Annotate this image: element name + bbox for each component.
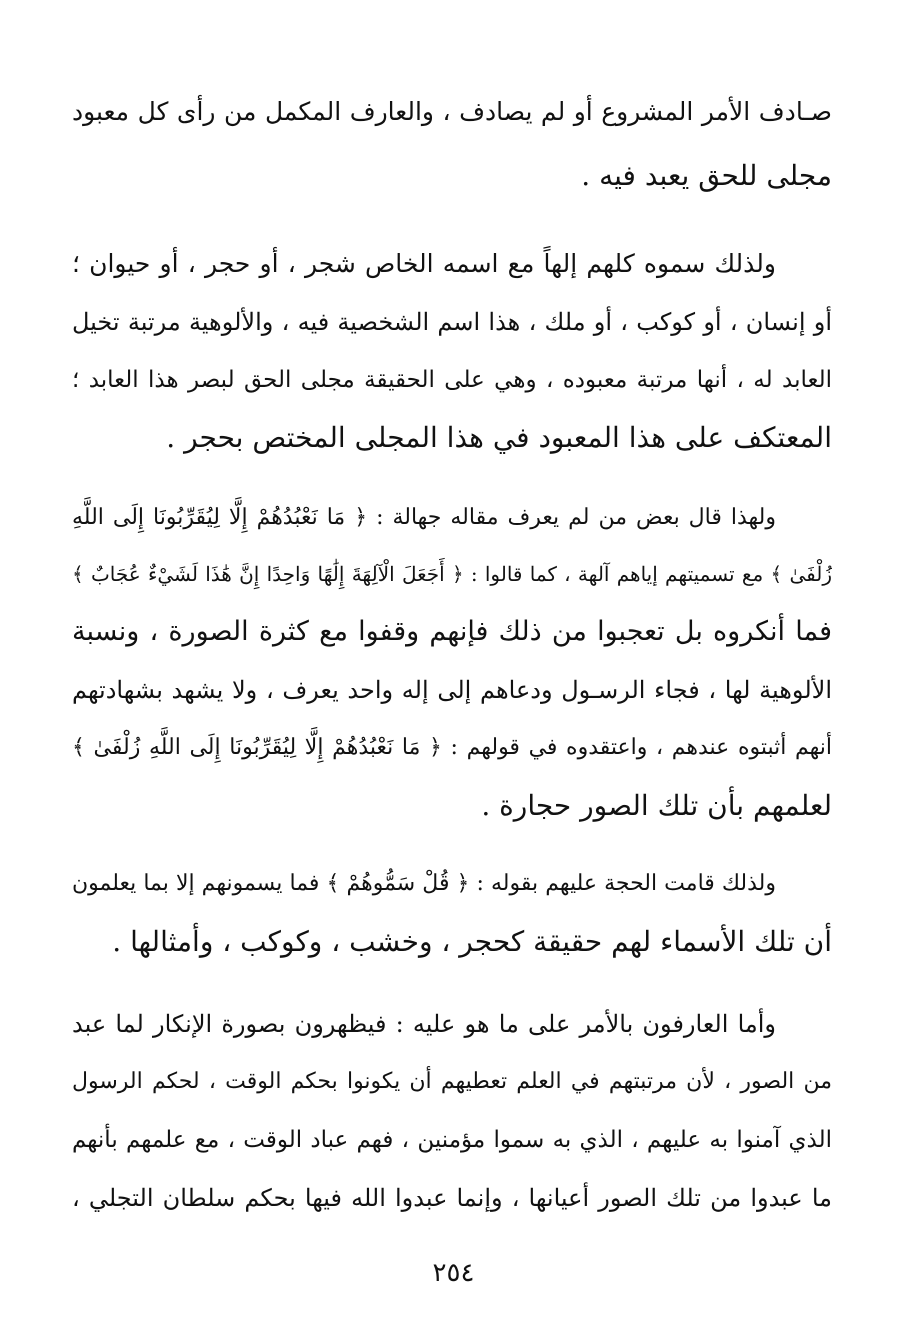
text-line-1: صـادف الأمر المشروع أو لم يصادف ، والعارف المكمل من رأى كل معبود <box>72 97 832 126</box>
page-number: ٢٥٤ <box>432 1258 475 1288</box>
body-text <box>72 0 832 1250</box>
text-line-18: ما عبدوا من تلك الصور أعيانها ، وإنما عبدوا الله فيها بحكم سلطان التجلي ، <box>72 1184 832 1212</box>
text-line-17: الذي آمنوا به عليهم ، الذي به سموا مؤمنين ، فهم عباد الوقت ، مع علمهم بأنهم <box>72 1127 832 1153</box>
text-line-16: من الصور ، لأن مرتبتهم في العلم تعطيهم أن يكونوا بحكم الوقت ، لحكم الرسول <box>72 1069 832 1094</box>
text-line-9: فما أنكروه بل تعجبوا من ذلك فإنهم وقفوا مع كثرة الصورة ، ونسبة <box>72 616 832 647</box>
text-line-5: العابد له ، أنها مرتبة معبوده ، وهي على الحقيقة مجلى الحق لبصر هذا العابد ؛ <box>72 367 832 393</box>
text-line-14: أن تلك الأسماء لهم حقيقة كحجر ، وخشب ، وكوكب ، وأمثالها . <box>112 925 832 958</box>
text-line-11: أنهم أثبتوه عندهم ، واعتقدوه في قولهم : ﴿ مَا نَعْبُدُهُمْ إِلَّا لِيُقَرِّبُونَا إِلَى اللَّهِ زُلْفَىٰ ﴾ <box>72 735 832 760</box>
text-line-4: أو إنسان ، أو كوكب ، أو ملك ، هذا اسم الشخصية فيه ، والألوهية مرتبة تخيل <box>72 308 832 336</box>
text-line-7: ولهذا قال بعض من لم يعرف مقاله جهالة : ﴿ مَا نَعْبُدُهُمْ إِلَّا لِيُقَرِّبُونَا إِلَى اللَّهِ <box>72 505 776 530</box>
text-line-8: زُلْفَىٰ ﴾ مع تسميتهم إياهم آلهة ، كما قالوا : ﴿ أَجَعَلَ الْآلِهَةَ إِلَٰهًا وَاحِدًا إِنَّ هَٰذَا لَشَيْءٌ عُجَابٌ ﴾ <box>72 562 832 586</box>
text-line-6: المعتكف على هذا المعبود في هذا المجلى المختص بحجر . <box>166 421 832 454</box>
text-line-12: لعلمهم بأن تلك الصور حجارة . <box>481 789 832 822</box>
text-line-3: ولذلك سموه كلهم إلهاً مع اسمه الخاص شجر ، أو حجر ، أو حيوان ؛ <box>72 249 776 278</box>
text-line-2: مجلى للحق يعبد فيه . <box>581 159 832 192</box>
text-line-10: الألوهية لها ، فجاء الرسـول ودعاهم إلى إله واحد يعرف ، ولا يشهد بشهادتهم <box>72 676 832 704</box>
text-line-15: وأما العارفون بالأمر على ما هو عليه : فيظهرون بصورة الإنكار لما عبد <box>72 1010 776 1038</box>
text-line-13: ولذلك قامت الحجة عليهم بقوله : ﴿ قُلْ سَمُّوهُمْ ﴾ فما يسمونهم إلا بما يعلمون <box>72 871 776 896</box>
